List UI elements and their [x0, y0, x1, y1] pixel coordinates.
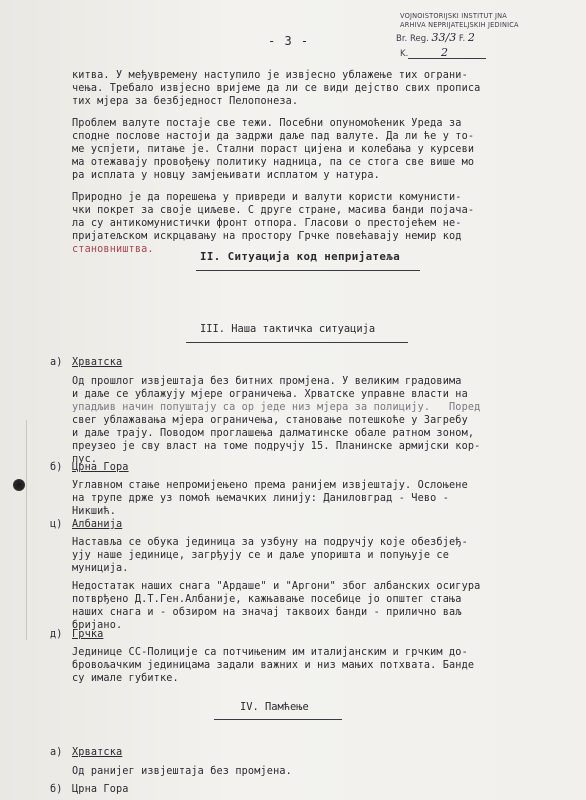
text-line: становништва. [72, 244, 154, 255]
text-line: Природно је да порешења у привреди и валути користи комунисти- [72, 192, 462, 203]
text-line: Недостатак наших снага "Ардаше" и "Аргони" због албанских осигура [72, 581, 481, 592]
text-line: потврђено Д.Т.Ген.Албаније, кажњавање посебице јо општег стања [72, 594, 462, 605]
section-4-title: IV. Памћење [240, 701, 309, 713]
text-line: преузео је сву власт на томе подручју 15. Планинске армијски кор- [72, 441, 481, 452]
text-line: и даље се ублажују мјере ограничења. Хрватске управне власти на [72, 389, 468, 400]
text-line: Никшић. [72, 506, 116, 517]
text-line: на трупе држе уз помоћ њемачких линију: Даниловград - Чево - [72, 493, 450, 504]
text-line: тих мјера за безбједност Пелопонеза. [72, 96, 299, 107]
text-line: свег ублажавања мјера ограничења, становање потешкоће у Загребу [72, 415, 468, 426]
stamp-rule [408, 58, 486, 59]
section-2-title: II. Ситуација код непријатеља [200, 250, 401, 263]
text-line: ма отежавају провођењу политику надница, па се стога све више мо [72, 157, 475, 168]
text-line: ла су антикомунистички фронт отпора. Гласови о престојећем не- [72, 218, 462, 229]
text-line: ме успјети, питање је. Стални пораст цијена и колебања у курсеви [72, 144, 475, 155]
stamp-institute-line: VOJNOISTORIJSKI INSTITUT JNA [400, 12, 508, 20]
section-2-underline [196, 270, 420, 271]
text-line: пус. [72, 454, 98, 465]
stamp-f-value: 2 [467, 31, 475, 44]
section-4-underline [214, 719, 342, 720]
text-line: Од ранијег извјештаја без промјена. [72, 766, 292, 777]
archive-stamp [386, 12, 519, 66]
item-c-label: ц) [50, 519, 63, 530]
text-line: и даље трају. Поводом проглашења далматинске обале ратном зоном, [72, 428, 475, 439]
stamp-f-label: F. [458, 34, 466, 44]
punch-hole [13, 479, 25, 491]
stamp-k-label: K. [400, 49, 409, 59]
text-line: бровољачким јединицама задали важних и низ мањих потхвата. Банде [72, 660, 475, 671]
text-line: ра исплата у новцу замјењивати исплатом у натура. [72, 170, 380, 181]
text-line: Проблем валуте постаје све тежи. Посебни опуномоћеник Уреда за [72, 118, 462, 129]
text-line: чења. Требало извјесно вријеме да ли се види дејство свих прописа [72, 83, 481, 94]
stamp-reg-value: 33/3 [431, 31, 457, 44]
text-line: ују наше јединице, загрђују се и даље упоришта и попуњује се [72, 550, 450, 561]
item-b-title: Црна Гора [72, 784, 129, 795]
text-line: Од прошлог извјештаја без битних промјена. У великим градовима [72, 376, 462, 387]
margin-mark [26, 420, 27, 640]
text-line: упадљив начин попуштају са ор једе низ мјера за полицију. Поред [72, 402, 481, 413]
stamp-k-value: 2 [440, 46, 448, 59]
text-line: наших снага и - обзиром на значај таквоих банди - прилично ваљ [72, 607, 462, 618]
text-line: Углавном стање непромијењено према ранијем извјештају. Ослоњене [72, 480, 468, 491]
text-line: су имале губитке. [72, 673, 179, 684]
text-line: пријатељском искрцавању на простору Грчке повећавају немир код [72, 231, 462, 242]
item-a-label: а) [50, 747, 63, 758]
text-line: Наставља се обука јединица за узбуну на подручју које обезбјеђ- [72, 537, 468, 548]
item-a-title: Хрватска [72, 357, 123, 368]
stamp-registration [396, 31, 475, 44]
item-d-label: д) [50, 629, 63, 640]
text-line: китва. У међувремену наступило је извјесно ублажење тих ограни- [72, 70, 468, 81]
item-a-label: а) [50, 357, 63, 368]
text-line: сподне послове настоји да задржи даље пад валуте. Да ли ће у то- [72, 131, 475, 142]
stamp-archive-line: ARHIVA NEPRIJATELJSKIH JEDINICA [400, 21, 519, 29]
stamp-reg-label: Br. Reg. [396, 34, 429, 44]
page-number: - 3 - [268, 34, 310, 48]
item-d-title: Грчка [72, 629, 104, 640]
section-3-title: III. Наша тактичка ситуација [200, 323, 376, 335]
text-line: муниција. [72, 563, 129, 574]
item-c-title: Албанија [72, 519, 123, 530]
text-line: чки покрет за своје циљеве. С друге стране, масива банди појача- [72, 205, 475, 216]
item-b-title: Црна Гора [72, 462, 129, 473]
item-b-label: б) [50, 462, 63, 473]
text-line: Јединице СС-Полиције са потчињеним им италијанским и грчким до- [72, 647, 468, 658]
item-b-label: б) [50, 784, 63, 795]
text-line: бријано. [72, 620, 123, 631]
item-a-title: Хрватска [72, 747, 123, 758]
section-3-underline [186, 342, 408, 343]
